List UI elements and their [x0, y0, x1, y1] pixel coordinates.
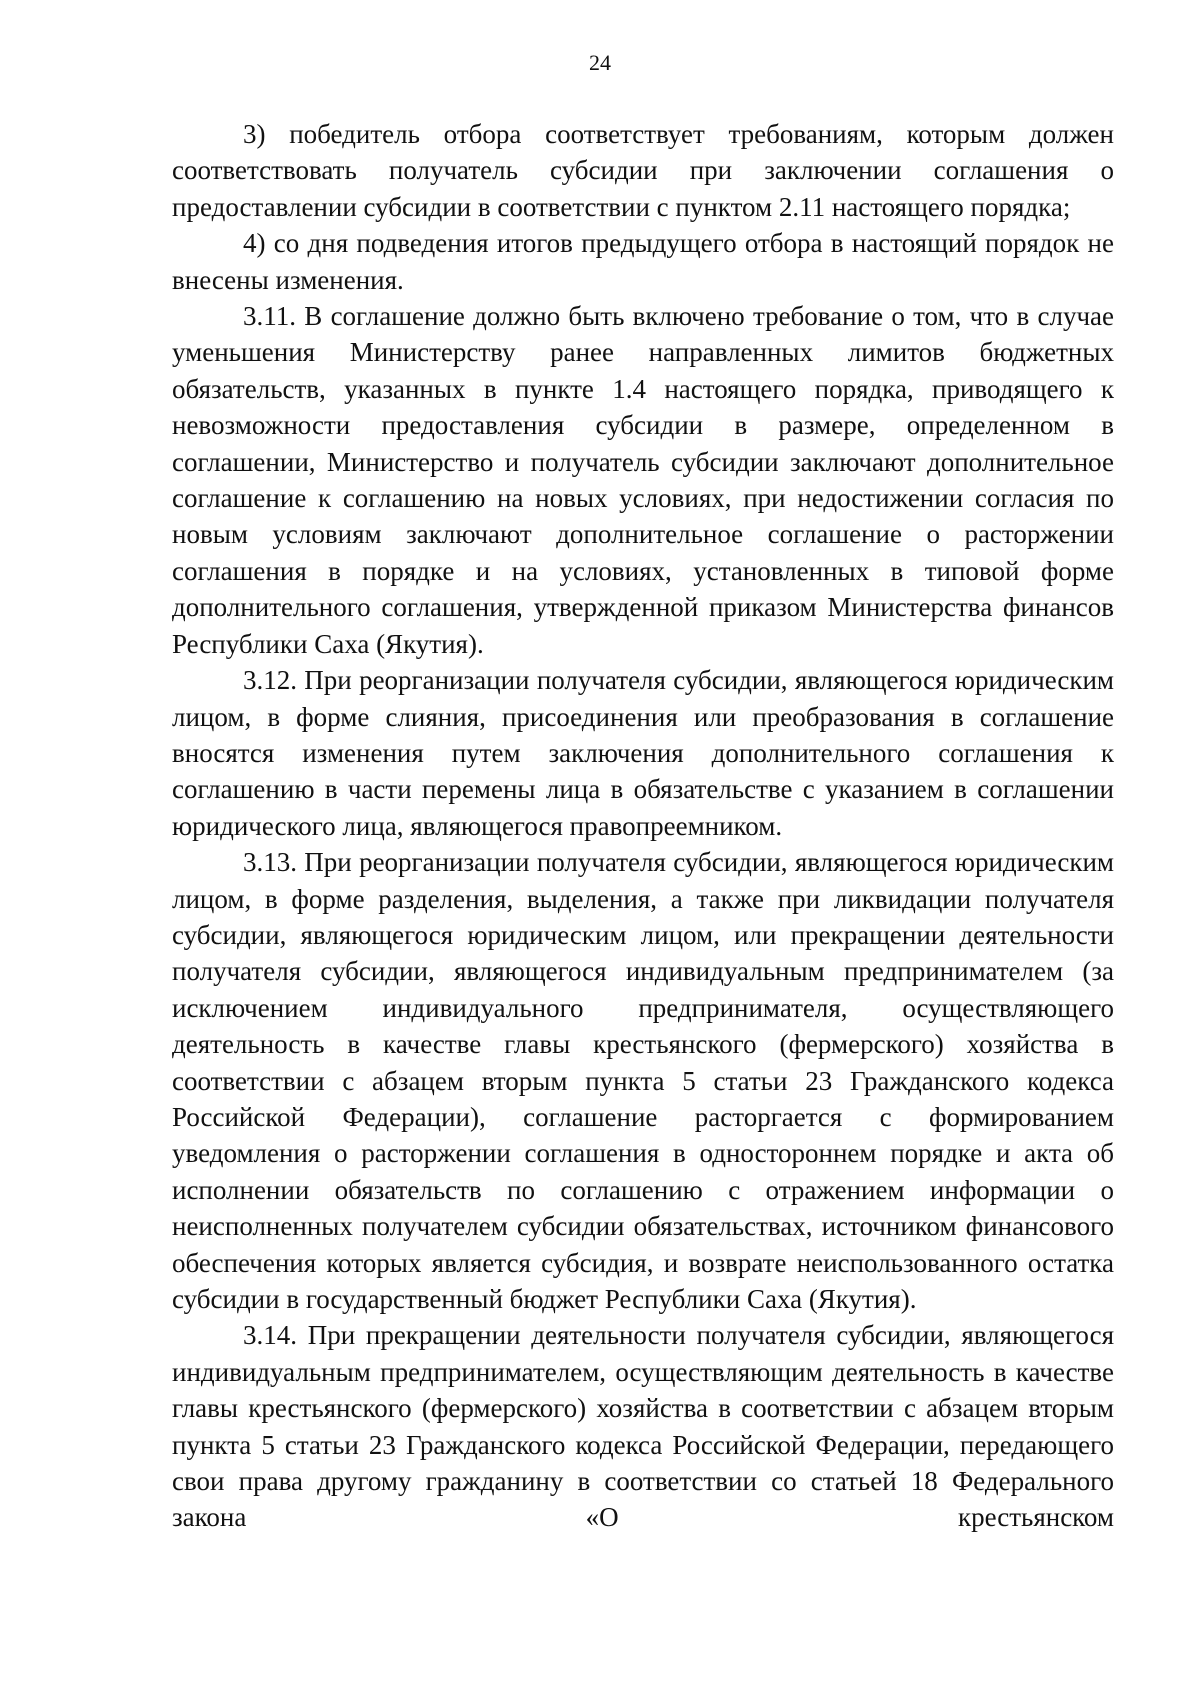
paragraph-3-13: 3.13. При реорганизации получателя субсидии, являющегося юридическим лицом, в форме разделения, выделения, а также при ликвидации получателя субсидии, являющегося юридическим лицом, или прекращении деятельности получателя субсидии, являющегося индивидуальным предпринимателем (за исключением индивидуального предпринимателя, осуществляющего деятельность в качестве главы крестьянского (фермерского) хозяйства в соответствии с абзацем вторым пункта 5 статьи 23 Гражданского кодекса Российской Федерации), соглашение расторгается с формированием уведомления о расторжении соглашения в одностороннем порядке и акта об исполнении обязательств по соглашению с отражением информации о неисполненных получателем субсидии обязательствах, источником финансового обеспечения которых является субсидия, и возврате неиспользованного остатка субсидии в государственный бюджет Республики Саха (Якутия). — [172, 847, 1114, 1314]
paragraph-3-11: 3.11. В соглашение должно быть включено требование о том, что в случае уменьшения Министерству ранее направленных лимитов бюджетных обязательств, указанных в пункте 1.4 настоящего порядка, приводящего к невозможности предоставления субсидии в размере, определенном в соглашении, Министерство и получатель субсидии заключают дополнительное соглашение к соглашению на новых условиях, при недостижении согласия по новым условиям заключают дополнительное соглашение о расторжении соглашения в порядке и на условиях, установленных в типовой форме дополнительного соглашения, утвержденной приказом Министерства финансов Республики Саха (Якутия). — [172, 301, 1114, 659]
paragraph-item-3: 3) победитель отбора соответствует требованиям, которым должен соответствовать получатель субсидии при заключении соглашения о предоставлении субсидии в соответствии с пунктом 2.11 настоящего порядка; — [172, 119, 1114, 222]
paragraph-3-14: 3.14. При прекращении деятельности получателя субсидии, являющегося индивидуальным предпринимателем, осуществляющим деятельность в качестве главы крестьянского (фермерского) хозяйства в соответствии с абзацем вторым пункта 5 статьи 23 Гражданского кодекса Российской Федерации, передающего свои права другому гражданину в соответствии со статьей 18 Федерального закона «О крестьянском — [172, 1320, 1114, 1533]
document-body — [172, 116, 1114, 1536]
paragraph-item-4: 4) со дня подведения итогов предыдущего отбора в настоящий порядок не внесены изменения. — [172, 228, 1114, 295]
paragraph-3-12: 3.12. При реорганизации получателя субсидии, являющегося юридическим лицом, в форме слияния, присоединения или преобразования в соглашение вносятся изменения путем заключения дополнительного соглашения к соглашению в части перемены лица в обязательстве с указанием в соглашении юридического лица, являющегося правопреемником. — [172, 665, 1114, 841]
page-number: 24 — [589, 50, 611, 75]
